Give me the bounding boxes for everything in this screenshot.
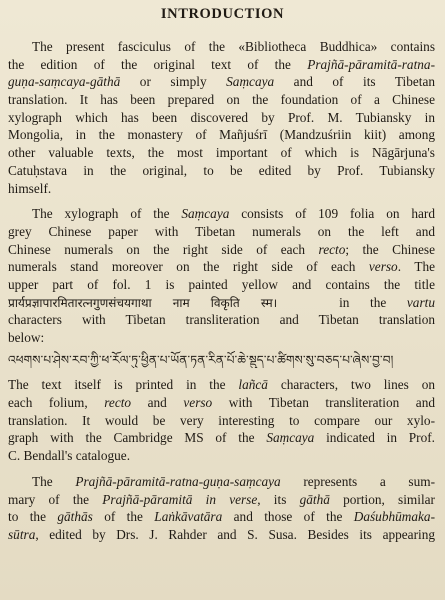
text-line bbox=[8, 329, 435, 347]
text-run: ; the Chinese bbox=[345, 241, 435, 257]
text-run: mary of the bbox=[8, 491, 103, 507]
text-line bbox=[8, 258, 435, 276]
italic-run: gāthā bbox=[299, 491, 330, 507]
text-line bbox=[8, 144, 435, 162]
text-line bbox=[8, 56, 435, 74]
text-run: other valuable texts, the most important of which is Nāgārjuna's bbox=[8, 145, 435, 161]
text-run: The present fasciculus of the «Bibliotheca Buddhica» contains bbox=[32, 39, 435, 54]
text-run: to the bbox=[8, 509, 58, 525]
text-line bbox=[8, 429, 435, 447]
text-line bbox=[8, 526, 435, 544]
text-line bbox=[8, 241, 435, 259]
text-run: himself. bbox=[8, 180, 52, 196]
text-line bbox=[8, 126, 435, 144]
text-run: . The bbox=[397, 259, 435, 275]
text-run: graph with the Cambridge MS of the bbox=[8, 430, 267, 446]
text-line bbox=[8, 73, 435, 91]
paragraph-gap bbox=[8, 465, 435, 473]
italic-run: vartu bbox=[406, 294, 435, 310]
italic-run: verso bbox=[183, 395, 213, 411]
document-body bbox=[8, 38, 435, 544]
text-line bbox=[8, 180, 435, 198]
text-line bbox=[8, 223, 435, 241]
text-run: consists of 109 folia on hard bbox=[229, 206, 435, 222]
text-run: of the bbox=[92, 509, 155, 525]
italic-run: lañcā bbox=[238, 377, 268, 393]
italic-run: recto bbox=[104, 395, 132, 411]
text-run: with Tibetan transliteration and bbox=[212, 395, 435, 411]
italic-run: Prajñā-pāramitā-ratna- bbox=[307, 56, 435, 72]
text-line bbox=[8, 38, 435, 56]
tibetan-title: འཕགས་པ་ཤེས་རབ་ཀྱི་ཕ་རོལ་ཏུ་ཕྱིན་པ་ཡོན་ཏན་རིན་པོ་ཆེ་སྡུད་པ་ཚིགས་སུ་བཅད་པ་ཞེས་བྱ་བ། bbox=[8, 352, 394, 367]
text-run: The xylograph of the bbox=[32, 206, 182, 222]
text-run: each folium, bbox=[8, 395, 105, 411]
text-run: in the bbox=[277, 294, 407, 310]
text-run: Catuḥstava in the original, to be edited by Prof. Tubiansky bbox=[8, 162, 435, 178]
text-run: xylograph which has been discovered by Prof. M. Tubiansky in bbox=[8, 109, 435, 125]
text-line bbox=[8, 491, 435, 509]
text-run: and those of the bbox=[222, 509, 354, 525]
text-line bbox=[8, 351, 435, 369]
text-line bbox=[8, 508, 435, 526]
text-line bbox=[8, 447, 435, 465]
text-line bbox=[8, 276, 435, 294]
text-line bbox=[8, 91, 435, 109]
text-run: characters, two lines on bbox=[267, 377, 435, 393]
text-run: , its bbox=[257, 491, 300, 507]
paragraph-gap bbox=[8, 368, 435, 376]
text-run: , edited by Drs. J. Rahder and S. Susa. Besides its appearing bbox=[35, 526, 435, 542]
italic-run: Laṅkāvatāra bbox=[154, 509, 223, 525]
italic-run: recto bbox=[318, 241, 346, 257]
text-run: The text itself is printed in the bbox=[8, 377, 239, 393]
italic-run: sūtra bbox=[8, 526, 36, 542]
italic-run: Saṃcaya bbox=[266, 430, 315, 446]
italic-run: Daśubhūmaka- bbox=[353, 509, 435, 525]
italic-run: Saṃcaya bbox=[226, 74, 275, 90]
text-run: and bbox=[131, 395, 184, 411]
text-line bbox=[8, 394, 435, 412]
text-run: Mongolia, in the monastery of Mañjuśrī (Mandzuśriin kiit) among bbox=[8, 127, 435, 143]
text-line bbox=[8, 473, 435, 491]
text-run: the edition of the original text of the bbox=[8, 56, 308, 72]
text-line bbox=[8, 294, 435, 312]
text-run: The bbox=[32, 473, 76, 489]
italic-run: Prajñā-pāramitā in verse bbox=[102, 491, 258, 507]
text-line bbox=[8, 311, 435, 329]
page-heading: INTRODUCTION bbox=[160, 6, 285, 22]
text-run: translation. It would be very interesting to compare our xylo- bbox=[8, 412, 435, 428]
text-line bbox=[8, 109, 435, 127]
text-run: characters with Tibetan transliteration and Tibetan translation bbox=[8, 312, 435, 328]
text-run: upper part of fol. 1 is painted yellow and contains the title bbox=[8, 276, 435, 292]
text-line bbox=[8, 162, 435, 180]
italic-run: guṇa-saṃcaya-gāthā bbox=[8, 74, 121, 90]
text-run: grey Chinese paper with Tibetan numerals on the left and bbox=[8, 223, 435, 239]
text-run: C. Bendall's catalogue. bbox=[8, 448, 131, 464]
text-line bbox=[8, 412, 435, 430]
text-run: indicated in Prof. bbox=[314, 430, 435, 446]
text-run: and of its Tibetan bbox=[274, 74, 435, 90]
text-line bbox=[8, 376, 435, 394]
text-run: represents a sum- bbox=[280, 473, 435, 489]
text-line bbox=[8, 205, 435, 223]
text-run: translation. It has been prepared on the foundation of a Chinese bbox=[8, 92, 435, 108]
text-run: numerals stand moreover on the right side of each bbox=[8, 259, 369, 275]
italic-run: gāthās bbox=[57, 509, 93, 525]
text-run: below: bbox=[8, 330, 45, 345]
paragraph-gap bbox=[8, 197, 435, 205]
italic-run: Saṃcaya bbox=[181, 206, 230, 222]
text-run: portion, similar bbox=[329, 491, 435, 507]
sanskrit-title: प्रार्यप्रज्ञापारमितारत्नगुणसंचयगाथा नाम विकृति स्म। bbox=[8, 295, 278, 310]
text-run: Chinese numerals on the right side of each bbox=[8, 241, 319, 257]
italic-run: verso bbox=[368, 259, 398, 275]
text-run: or simply bbox=[120, 74, 227, 90]
italic-run: Prajñā-pāramitā-ratna-guṇa-saṃcaya bbox=[75, 473, 281, 489]
